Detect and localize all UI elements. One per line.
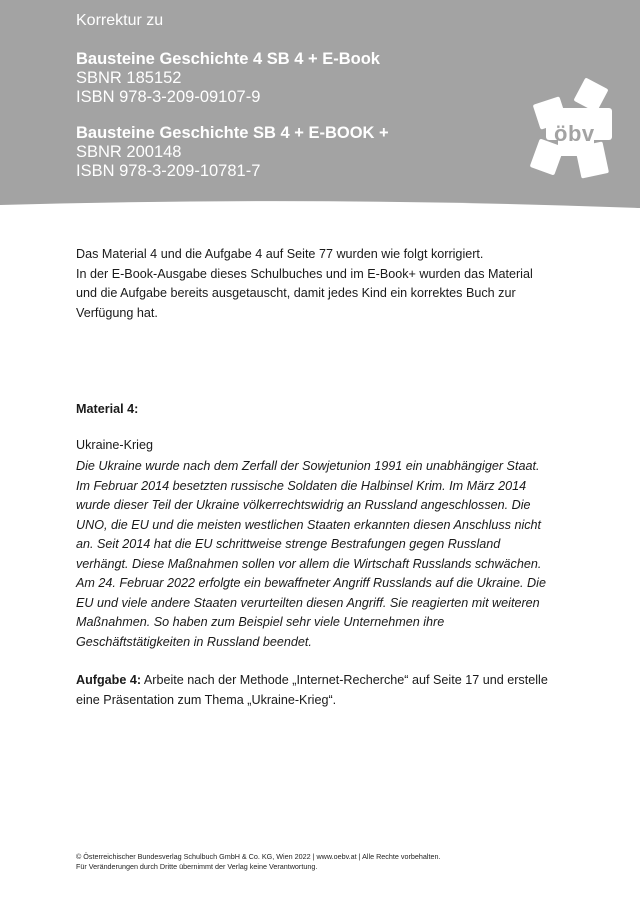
aufgabe-line-2: eine Präsentation zum Thema „Ukraine-Krieg“.: [76, 692, 337, 707]
material-line: Maßnahmen. So haben zum Beispiel sehr viele Unternehmen ihre: [76, 615, 445, 629]
book-2-sbnr: SBNR 200148: [76, 143, 182, 161]
intro-line: und die Aufgabe bereits ausgetauscht, damit jedes Kind ein korrektes Buch zur: [76, 286, 516, 300]
aufgabe-label: Aufgabe 4:: [76, 673, 142, 687]
book-1-sbnr: SBNR 185152: [76, 69, 182, 87]
book-1-title: Bausteine Geschichte 4 SB 4 + E-Book: [76, 50, 380, 68]
book-2-title: Bausteine Geschichte SB 4 + E-BOOK +: [76, 124, 389, 142]
book-2-isbn: ISBN 978-3-209-10781-7: [76, 162, 261, 180]
material-line: EU und viele andere Staaten verurteilten diesen Angriff. Sie reagierten mit weiteren: [76, 595, 540, 610]
material-line: Im Februar 2014 besetzten russische Soldaten die Halbinsel Krim. Im März 2014: [76, 478, 527, 493]
material-body: [76, 457, 576, 652]
intro-line: Das Material 4 und die Aufgabe 4 auf Seite 77 wurden wie folgt korrigiert.: [76, 247, 484, 261]
material-line: Geschäftstätigkeiten in Russland beendet.: [76, 634, 312, 649]
intro-text: [76, 245, 576, 323]
footer-disclaimer: Für Veränderungen durch Dritte übernimmt der Verlag keine Verantwortung.: [76, 862, 318, 871]
book-1: [76, 50, 380, 107]
aufgabe-line-1: [76, 671, 576, 691]
book-1-isbn: ISBN 978-3-209-09107-9: [76, 88, 261, 106]
material-heading: Ukraine-Krieg: [76, 438, 153, 452]
header-kicker: Korrektur zu: [76, 12, 164, 29]
material-line: verhängt. Diese Maßnahmen sollen vor allem die Wirtschaft Russlands schwächen.: [76, 556, 542, 571]
material-line: wurde dieser Teil der Ukraine völkerrechtswidrig an Russland angeschlossen. Die: [76, 498, 531, 512]
material-line: Die Ukraine wurde nach dem Zerfall der Sowjetunion 1991 ein unabhängiger Staat.: [76, 459, 540, 473]
material-label: Material 4:: [76, 402, 139, 416]
book-2: [76, 124, 389, 181]
intro-line: Verfügung hat.: [76, 305, 158, 320]
material-line: an. Seit 2014 hat die EU schrittweise strenge Bestrafungen gegen Russland: [76, 537, 501, 551]
intro-line: In der E-Book-Ausgabe dieses Schulbuches und im E-Book+ wurden das Material: [76, 266, 533, 281]
footer: [76, 852, 440, 872]
material-line: Am 24. Februar 2022 erfolgte ein bewaffneter Angriff Russlands auf die Ukraine. Die: [76, 576, 546, 590]
aufgabe-text: [76, 671, 576, 710]
footer-copyright: © Österreichischer Bundesverlag Schulbuch GmbH & Co. KG, Wien 2022 | www.oebv.at | Alle Rechte vorbehalten.: [76, 852, 441, 861]
material-line: UNO, die EU und die meisten westlichen Staaten erkannten diesen Anschluss nicht: [76, 517, 542, 532]
oebv-logo-text: öbv: [554, 121, 595, 146]
header-band: [0, 0, 640, 215]
aufgabe-line-1-text: Arbeite nach der Methode „Internet-Recherche“ auf Seite 17 und erstelle: [141, 673, 548, 687]
